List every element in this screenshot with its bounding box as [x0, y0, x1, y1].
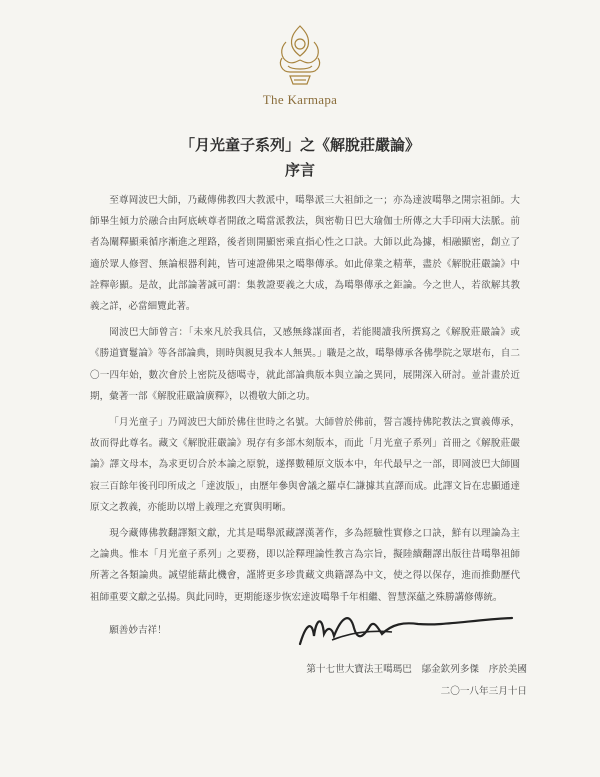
- document-title: 「月光童子系列」之《解脫莊嚴論》: [179, 136, 420, 154]
- paragraph-4: 現今藏傳佛教翻譯類文獻，尤其是噶舉派藏譯漢著作，多為經驗性實修之口訣，鮮有以理論為主之論典。惟本「月光童子系列」之要務，即以詮釋理論性教言為宗旨，擬陸續翻譯出版往昔噶舉祖師所著之各類論典。誠望能藉此機會，謹將更多珍貴藏文典籍譯為中文，使之得以保存，進而推動歷代祖師重要文獻之弘揚。與此同時，更期能逐步恢宏達波噶舉千年相繼、智慧深蘊之殊勝講修傳統。: [90, 528, 520, 603]
- paragraph-2: 岡波巴大師曾言：「未來凡於我具信，又感無緣謀面者，若能閱讀我所撰寫之《解脫莊嚴論》或《勝道寶鬘論》等各部論典，則時與親見我本人無異。」職是之故，噶舉傳承各佛學院之眾堪布，自二〇一四年始，數次會於上密院及德噶寺，就此部論典版本與立論之異同，展開深入研討。並計畫於近期，彙著一部《解脫莊嚴論廣釋》，以禮敬大師之功。: [90, 327, 520, 402]
- blessing: 願善妙吉祥！: [109, 625, 167, 636]
- paragraph-3: 「月光童子」乃岡波巴大師於佛住世時之名號。大師曾於佛前，誓言護持佛陀教法之實義傳承，故而得此尊名。藏文《解脫莊嚴論》現存有多部木刻版本，而此「月光童子系列」首冊之《解脫莊嚴論》譯文母本，為求更切合於本論之原貌，遂擇數種原文版本中，年代最早之一部，即岡波巴大師圓寂三百餘年後刊印所成之「達波版」，由歷年參與會議之羅卓仁謙據其直譯而成。此譯文旨在忠顯通達原文之教義，亦能助以增上義理之充實與明晰。: [90, 417, 520, 513]
- date-line: 二〇一八年三月十日: [440, 686, 527, 697]
- document-subtitle: 序言: [284, 161, 315, 179]
- karmapa-emblem-icon: [272, 22, 328, 88]
- author-line: 第十七世大寶法王噶瑪巴 鄔金欽列多傑 序於美國: [306, 664, 527, 675]
- preface-body: [90, 190, 520, 613]
- brand-name: The Karmapa: [262, 92, 338, 107]
- signature-icon: [292, 606, 528, 654]
- paragraph-1: 至尊岡波巴大師，乃藏傳佛教四大教派中，噶舉派三大祖師之一；亦為達波噶舉之開宗祖師。大師畢生傾力於融合由阿底峽尊者開啟之噶當派教法，與密勒日巴大瑜伽士所傳之大手印兩大法脈。前者為闡釋顯乘循序漸進之理路，後者則開顯密乘直指心性之口訣。大師以此為據，相融顯密，創立了適於眾人修習、無論根器利鈍，皆可速證佛果之噶舉傳承。如此偉業之精華，盡於《解脫莊嚴論》中詮釋彰顯。是故，此部論著誠可謂：集教證要義之大成，為噶舉傳承之鉅論。今之世人，若欲解其教義之詳，必當細覽此著。: [90, 195, 520, 313]
